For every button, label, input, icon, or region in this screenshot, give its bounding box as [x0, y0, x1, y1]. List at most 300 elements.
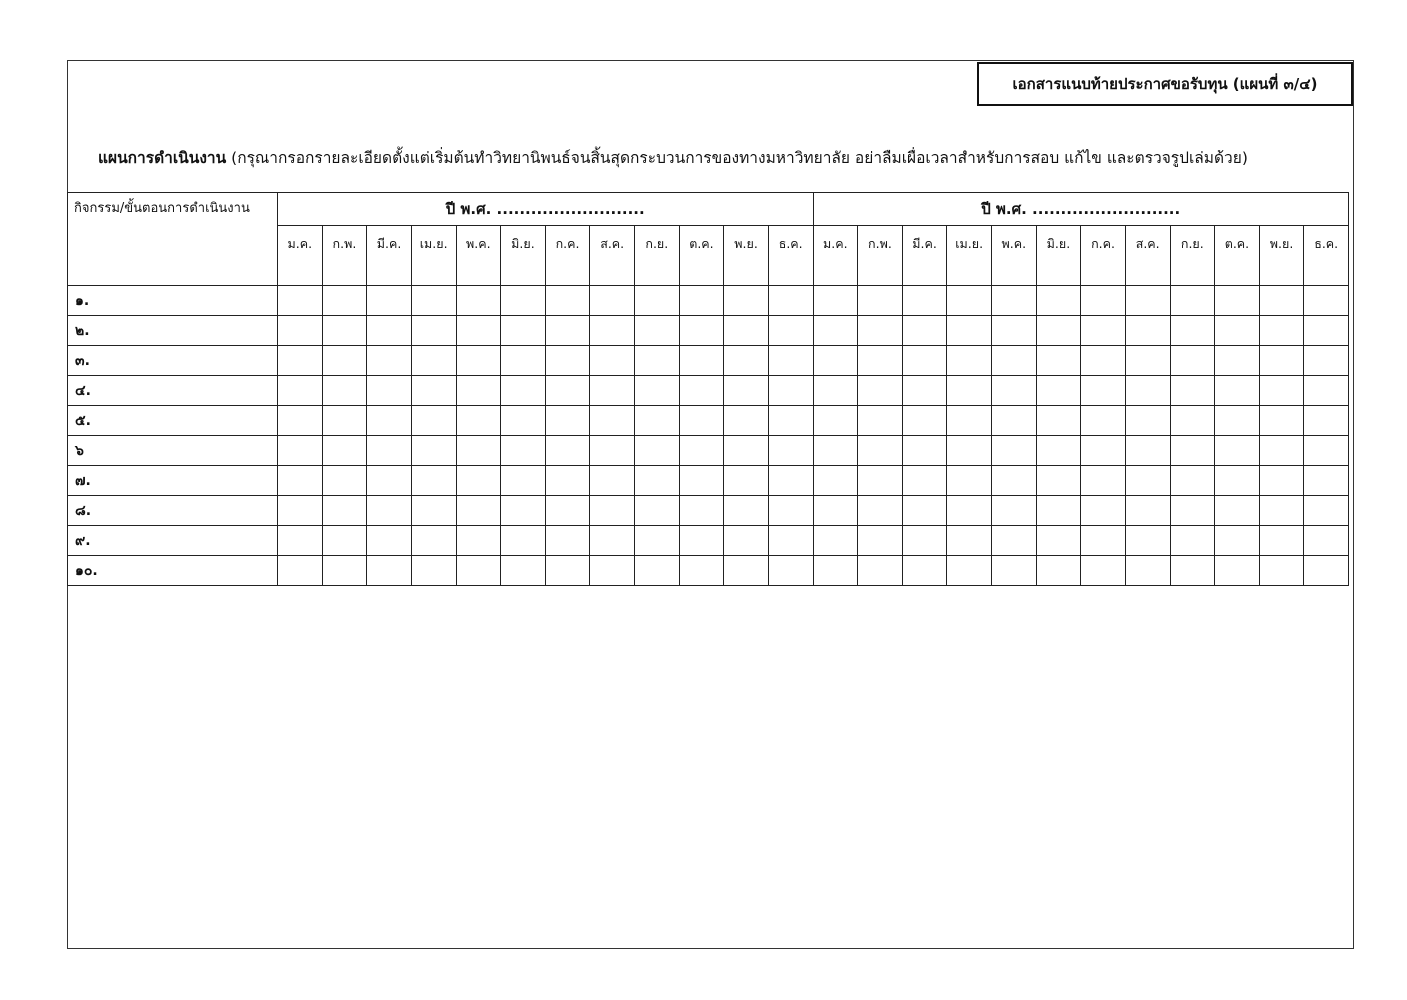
schedule-cell[interactable] — [679, 436, 724, 466]
schedule-cell[interactable] — [679, 316, 724, 346]
schedule-cell[interactable] — [1125, 346, 1170, 376]
schedule-cell[interactable] — [322, 316, 367, 346]
schedule-cell[interactable] — [902, 496, 947, 526]
schedule-cell[interactable] — [858, 376, 903, 406]
schedule-cell[interactable] — [1081, 556, 1126, 586]
schedule-cell[interactable] — [1259, 496, 1304, 526]
month-header: ม.ค. — [278, 226, 323, 286]
schedule-cell[interactable] — [902, 286, 947, 316]
schedule-cell[interactable] — [1259, 286, 1304, 316]
schedule-cell[interactable] — [322, 466, 367, 496]
activity-row-label — [68, 316, 278, 346]
schedule-cell[interactable] — [1170, 406, 1215, 436]
schedule-cell[interactable] — [545, 376, 590, 406]
schedule-cell[interactable] — [635, 466, 680, 496]
activity-row-number: ๙. — [75, 533, 91, 549]
month-header: มี.ค. — [902, 226, 947, 286]
activity-row — [68, 496, 1349, 526]
schedule-cell[interactable] — [947, 316, 992, 346]
schedule-cell[interactable] — [902, 556, 947, 586]
schedule-cell[interactable] — [635, 346, 680, 376]
schedule-cell[interactable] — [992, 556, 1037, 586]
schedule-cell[interactable] — [768, 526, 813, 556]
schedule-cell[interactable] — [456, 286, 501, 316]
schedule-cell[interactable] — [992, 376, 1037, 406]
schedule-cell[interactable] — [322, 376, 367, 406]
schedule-cell[interactable] — [411, 346, 456, 376]
schedule-cell[interactable] — [501, 556, 546, 586]
schedule-cell[interactable] — [1036, 286, 1081, 316]
schedule-cell[interactable] — [590, 556, 635, 586]
schedule-cell[interactable] — [501, 406, 546, 436]
schedule-cell[interactable] — [456, 436, 501, 466]
schedule-cell[interactable] — [545, 286, 590, 316]
schedule-cell[interactable] — [768, 406, 813, 436]
schedule-cell[interactable] — [1125, 376, 1170, 406]
schedule-cell[interactable] — [278, 556, 323, 586]
schedule-cell[interactable] — [1081, 316, 1126, 346]
schedule-cell[interactable] — [768, 346, 813, 376]
month-header: พ.ย. — [724, 226, 769, 286]
schedule-cell[interactable] — [1304, 496, 1349, 526]
schedule-cell[interactable] — [902, 436, 947, 466]
schedule-cell[interactable] — [278, 316, 323, 346]
schedule-cell[interactable] — [411, 556, 456, 586]
schedule-cell[interactable] — [813, 406, 858, 436]
schedule-cell[interactable] — [1259, 406, 1304, 436]
activity-row-number: ๑. — [75, 293, 90, 309]
schedule-cell[interactable] — [1036, 406, 1081, 436]
schedule-cell[interactable] — [768, 376, 813, 406]
schedule-cell[interactable] — [1215, 406, 1260, 436]
schedule-cell[interactable] — [1036, 496, 1081, 526]
schedule-cell[interactable] — [635, 316, 680, 346]
schedule-cell[interactable] — [501, 346, 546, 376]
schedule-cell[interactable] — [992, 496, 1037, 526]
schedule-cell[interactable] — [635, 526, 680, 556]
schedule-cell[interactable] — [813, 346, 858, 376]
schedule-cell[interactable] — [679, 376, 724, 406]
schedule-cell[interactable] — [1170, 526, 1215, 556]
schedule-cell[interactable] — [992, 436, 1037, 466]
schedule-cell[interactable] — [858, 286, 903, 316]
schedule-cell[interactable] — [768, 496, 813, 526]
activity-row-label — [68, 286, 278, 316]
schedule-cell[interactable] — [1081, 286, 1126, 316]
activity-row — [68, 526, 1349, 556]
activity-row-label — [68, 406, 278, 436]
schedule-cell[interactable] — [1259, 466, 1304, 496]
schedule-cell[interactable] — [947, 346, 992, 376]
schedule-cell[interactable] — [1125, 466, 1170, 496]
schedule-cell[interactable] — [1304, 376, 1349, 406]
schedule-cell[interactable] — [813, 286, 858, 316]
schedule-cell[interactable] — [1125, 556, 1170, 586]
schedule-cell[interactable] — [1215, 286, 1260, 316]
activity-row — [68, 406, 1349, 436]
schedule-cell[interactable] — [322, 556, 367, 586]
schedule-cell[interactable] — [1170, 316, 1215, 346]
schedule-cell[interactable] — [1215, 526, 1260, 556]
schedule-cell[interactable] — [902, 316, 947, 346]
schedule-cell[interactable] — [278, 406, 323, 436]
schedule-cell[interactable] — [724, 376, 769, 406]
schedule-cell[interactable] — [679, 526, 724, 556]
schedule-cell[interactable] — [590, 406, 635, 436]
schedule-cell[interactable] — [1215, 556, 1260, 586]
schedule-cell[interactable] — [947, 526, 992, 556]
schedule-cell[interactable] — [679, 496, 724, 526]
schedule-cell[interactable] — [724, 316, 769, 346]
schedule-cell[interactable] — [1036, 466, 1081, 496]
schedule-cell[interactable] — [367, 286, 412, 316]
schedule-cell[interactable] — [902, 406, 947, 436]
schedule-cell[interactable] — [367, 466, 412, 496]
year-header-1: ปี พ.ศ. .......................... — [278, 193, 814, 226]
activity-row-number: ๗. — [75, 473, 91, 489]
schedule-cell[interactable] — [322, 496, 367, 526]
schedule-cell[interactable] — [411, 436, 456, 466]
schedule-cell[interactable] — [590, 376, 635, 406]
activity-row — [68, 346, 1349, 376]
schedule-cell[interactable] — [1259, 556, 1304, 586]
schedule-cell[interactable] — [635, 286, 680, 316]
schedule-cell[interactable] — [367, 496, 412, 526]
schedule-cell[interactable] — [456, 406, 501, 436]
activity-row-label — [68, 376, 278, 406]
schedule-cell[interactable] — [278, 346, 323, 376]
schedule-cell[interactable] — [1036, 376, 1081, 406]
schedule-cell[interactable] — [411, 286, 456, 316]
month-header: พ.ค. — [992, 226, 1037, 286]
schedule-cell[interactable] — [858, 316, 903, 346]
month-header: เม.ย. — [411, 226, 456, 286]
schedule-cell[interactable] — [322, 436, 367, 466]
schedule-cell[interactable] — [1125, 316, 1170, 346]
schedule-cell[interactable] — [813, 496, 858, 526]
schedule-cell[interactable] — [947, 406, 992, 436]
schedule-cell[interactable] — [1036, 436, 1081, 466]
schedule-cell[interactable] — [679, 406, 724, 436]
schedule-cell[interactable] — [367, 316, 412, 346]
schedule-cell[interactable] — [501, 286, 546, 316]
schedule-cell[interactable] — [858, 436, 903, 466]
month-header: มิ.ย. — [1036, 226, 1081, 286]
schedule-cell[interactable] — [411, 466, 456, 496]
schedule-cell[interactable] — [635, 496, 680, 526]
schedule-cell[interactable] — [813, 466, 858, 496]
activity-row — [68, 286, 1349, 316]
activity-row — [68, 556, 1349, 586]
schedule-cell[interactable] — [1036, 526, 1081, 556]
schedule-cell[interactable] — [501, 436, 546, 466]
schedule-cell[interactable] — [1125, 496, 1170, 526]
schedule-cell[interactable] — [456, 556, 501, 586]
schedule-cell[interactable] — [902, 466, 947, 496]
schedule-cell[interactable] — [1215, 436, 1260, 466]
schedule-cell[interactable] — [1170, 466, 1215, 496]
month-header: ก.ย. — [1170, 226, 1215, 286]
activity-row-label — [68, 526, 278, 556]
schedule-cell[interactable] — [724, 346, 769, 376]
schedule-cell[interactable] — [278, 496, 323, 526]
schedule-cell[interactable] — [1304, 406, 1349, 436]
schedule-cell[interactable] — [367, 526, 412, 556]
schedule-cell[interactable] — [992, 316, 1037, 346]
schedule-cell[interactable] — [768, 316, 813, 346]
schedule-cell[interactable] — [724, 436, 769, 466]
schedule-cell[interactable] — [1170, 346, 1215, 376]
schedule-cell[interactable] — [456, 526, 501, 556]
schedule-cell[interactable] — [858, 346, 903, 376]
schedule-cell[interactable] — [278, 466, 323, 496]
schedule-cell[interactable] — [1304, 286, 1349, 316]
schedule-cell[interactable] — [1170, 286, 1215, 316]
schedule-cell[interactable] — [724, 556, 769, 586]
activity-row-label — [68, 556, 278, 586]
month-header: ต.ค. — [679, 226, 724, 286]
schedule-cell[interactable] — [1215, 316, 1260, 346]
schedule-cell[interactable] — [768, 466, 813, 496]
schedule-cell[interactable] — [1125, 436, 1170, 466]
schedule-cell[interactable] — [1304, 436, 1349, 466]
schedule-cell[interactable] — [724, 286, 769, 316]
schedule-cell[interactable] — [367, 436, 412, 466]
schedule-cell[interactable] — [947, 556, 992, 586]
schedule-cell[interactable] — [1304, 346, 1349, 376]
year-header-2: ปี พ.ศ. .......................... — [813, 193, 1349, 226]
schedule-table — [67, 192, 1349, 586]
schedule-cell[interactable] — [1036, 316, 1081, 346]
activity-row-number: ๖ — [75, 443, 84, 459]
schedule-cell[interactable] — [813, 316, 858, 346]
schedule-cell[interactable] — [501, 526, 546, 556]
schedule-cell[interactable] — [724, 526, 769, 556]
month-header: ก.ย. — [635, 226, 680, 286]
schedule-cell[interactable] — [322, 526, 367, 556]
schedule-cell[interactable] — [902, 526, 947, 556]
schedule-cell[interactable] — [501, 466, 546, 496]
schedule-cell[interactable] — [679, 286, 724, 316]
activity-row — [68, 316, 1349, 346]
schedule-cell[interactable] — [679, 556, 724, 586]
schedule-cell[interactable] — [768, 436, 813, 466]
schedule-cell[interactable] — [1036, 556, 1081, 586]
schedule-cell[interactable] — [679, 346, 724, 376]
month-header: ก.พ. — [858, 226, 903, 286]
schedule-cell[interactable] — [456, 316, 501, 346]
schedule-cell[interactable] — [1125, 286, 1170, 316]
schedule-cell[interactable] — [1036, 346, 1081, 376]
schedule-cell[interactable] — [724, 406, 769, 436]
schedule-cell[interactable] — [545, 316, 590, 346]
schedule-cell[interactable] — [1081, 526, 1126, 556]
schedule-cell[interactable] — [858, 526, 903, 556]
schedule-cell[interactable] — [590, 316, 635, 346]
plan-heading-title: แผนการดำเนินงาน — [98, 149, 227, 167]
activity-row-number: ๓. — [75, 353, 90, 369]
schedule-cell[interactable] — [1304, 466, 1349, 496]
month-header: ส.ค. — [590, 226, 635, 286]
schedule-cell[interactable] — [545, 346, 590, 376]
schedule-cell[interactable] — [992, 346, 1037, 376]
schedule-cell[interactable] — [768, 556, 813, 586]
month-header: พ.ย. — [1259, 226, 1304, 286]
schedule-cell[interactable] — [545, 436, 590, 466]
schedule-cell[interactable] — [724, 496, 769, 526]
schedule-body — [68, 286, 1349, 586]
activity-row-label — [68, 466, 278, 496]
schedule-cell[interactable] — [1259, 436, 1304, 466]
activity-row-number: ๒. — [75, 323, 90, 339]
schedule-cell[interactable] — [367, 346, 412, 376]
schedule-cell[interactable] — [858, 496, 903, 526]
schedule-cell[interactable] — [456, 346, 501, 376]
schedule-cell[interactable] — [1170, 376, 1215, 406]
schedule-cell[interactable] — [947, 436, 992, 466]
schedule-cell[interactable] — [590, 346, 635, 376]
activity-row — [68, 436, 1349, 466]
schedule-cell[interactable] — [545, 556, 590, 586]
schedule-cell[interactable] — [858, 556, 903, 586]
schedule-cell[interactable] — [858, 466, 903, 496]
document-label: เอกสารแนบท้ายประกาศขอรับทุน (แผนที่ ๓/๔) — [977, 62, 1353, 106]
schedule-cell[interactable] — [278, 376, 323, 406]
schedule-cell[interactable] — [1304, 526, 1349, 556]
schedule-cell[interactable] — [501, 316, 546, 346]
schedule-cell[interactable] — [813, 436, 858, 466]
activity-row-number: ๕. — [75, 413, 91, 429]
schedule-cell[interactable] — [947, 496, 992, 526]
schedule-cell[interactable] — [1081, 406, 1126, 436]
schedule-cell[interactable] — [1259, 346, 1304, 376]
schedule-cell[interactable] — [1081, 346, 1126, 376]
month-header: มี.ค. — [367, 226, 412, 286]
month-header: พ.ค. — [456, 226, 501, 286]
schedule-cell[interactable] — [1304, 316, 1349, 346]
schedule-cell[interactable] — [679, 466, 724, 496]
month-header: ก.ค. — [545, 226, 590, 286]
month-header: มิ.ย. — [501, 226, 546, 286]
schedule-cell[interactable] — [768, 286, 813, 316]
schedule-cell[interactable] — [1259, 526, 1304, 556]
schedule-cell[interactable] — [1215, 346, 1260, 376]
schedule-cell[interactable] — [411, 496, 456, 526]
month-header: ก.ค. — [1081, 226, 1126, 286]
schedule-cell[interactable] — [724, 466, 769, 496]
activity-row-label — [68, 346, 278, 376]
schedule-cell[interactable] — [501, 376, 546, 406]
schedule-cell[interactable] — [278, 286, 323, 316]
schedule-cell[interactable] — [456, 496, 501, 526]
schedule-cell[interactable] — [1125, 406, 1170, 436]
schedule-cell[interactable] — [1170, 556, 1215, 586]
month-header: ส.ค. — [1125, 226, 1170, 286]
schedule-cell[interactable] — [411, 406, 456, 436]
schedule-cell[interactable] — [813, 556, 858, 586]
schedule-cell[interactable] — [992, 466, 1037, 496]
schedule-cell[interactable] — [278, 526, 323, 556]
activity-row-number: ๘. — [75, 503, 92, 519]
schedule-cell[interactable] — [1215, 376, 1260, 406]
schedule-cell[interactable] — [456, 376, 501, 406]
schedule-cell[interactable] — [322, 406, 367, 436]
schedule-cell[interactable] — [1170, 436, 1215, 466]
schedule-cell[interactable] — [367, 556, 412, 586]
schedule-cell[interactable] — [367, 406, 412, 436]
activity-column-header: กิจกรรม/ขั้นตอนการดำเนินงาน — [68, 193, 278, 286]
schedule-cell[interactable] — [322, 346, 367, 376]
schedule-cell[interactable] — [858, 406, 903, 436]
schedule-cell[interactable] — [590, 286, 635, 316]
schedule-cell[interactable] — [947, 376, 992, 406]
schedule-cell[interactable] — [635, 436, 680, 466]
activity-row — [68, 376, 1349, 406]
schedule-cell[interactable] — [322, 286, 367, 316]
schedule-cell[interactable] — [545, 526, 590, 556]
schedule-cell[interactable] — [456, 466, 501, 496]
schedule-cell[interactable] — [1215, 466, 1260, 496]
schedule-cell[interactable] — [1125, 526, 1170, 556]
schedule-cell[interactable] — [590, 526, 635, 556]
activity-row-label — [68, 436, 278, 466]
schedule-cell[interactable] — [1081, 496, 1126, 526]
schedule-cell[interactable] — [590, 436, 635, 466]
schedule-cell[interactable] — [992, 526, 1037, 556]
schedule-cell[interactable] — [501, 496, 546, 526]
schedule-cell[interactable] — [545, 406, 590, 436]
schedule-cell[interactable] — [367, 376, 412, 406]
schedule-cell[interactable] — [411, 526, 456, 556]
schedule-cell[interactable] — [635, 406, 680, 436]
schedule-cell[interactable] — [590, 466, 635, 496]
schedule-cell[interactable] — [992, 286, 1037, 316]
year-header-row — [68, 193, 1349, 226]
month-header: ก.พ. — [322, 226, 367, 286]
schedule-cell[interactable] — [545, 496, 590, 526]
schedule-cell[interactable] — [902, 346, 947, 376]
schedule-cell[interactable] — [545, 466, 590, 496]
month-header: ธ.ค. — [768, 226, 813, 286]
month-header: ม.ค. — [813, 226, 858, 286]
activity-row — [68, 466, 1349, 496]
schedule-cell[interactable] — [1081, 466, 1126, 496]
month-header: ธ.ค. — [1304, 226, 1349, 286]
schedule-cell[interactable] — [947, 466, 992, 496]
schedule-cell[interactable] — [411, 376, 456, 406]
plan-heading — [98, 145, 1248, 170]
activity-row-number: ๑๐. — [75, 563, 98, 579]
schedule-cell[interactable] — [813, 376, 858, 406]
schedule-cell[interactable] — [1081, 436, 1126, 466]
schedule-cell[interactable] — [278, 436, 323, 466]
schedule-cell[interactable] — [635, 376, 680, 406]
schedule-cell[interactable] — [1170, 496, 1215, 526]
schedule-cell[interactable] — [1081, 376, 1126, 406]
schedule-cell[interactable] — [992, 406, 1037, 436]
schedule-cell[interactable] — [813, 526, 858, 556]
schedule-cell[interactable] — [1259, 376, 1304, 406]
schedule-cell[interactable] — [947, 286, 992, 316]
schedule-cell[interactable] — [411, 316, 456, 346]
schedule-cell[interactable] — [590, 496, 635, 526]
schedule-cell[interactable] — [1304, 556, 1349, 586]
schedule-cell[interactable] — [635, 556, 680, 586]
schedule-cell[interactable] — [1215, 496, 1260, 526]
schedule-cell[interactable] — [1259, 316, 1304, 346]
schedule-cell[interactable] — [902, 376, 947, 406]
activity-row-label — [68, 496, 278, 526]
